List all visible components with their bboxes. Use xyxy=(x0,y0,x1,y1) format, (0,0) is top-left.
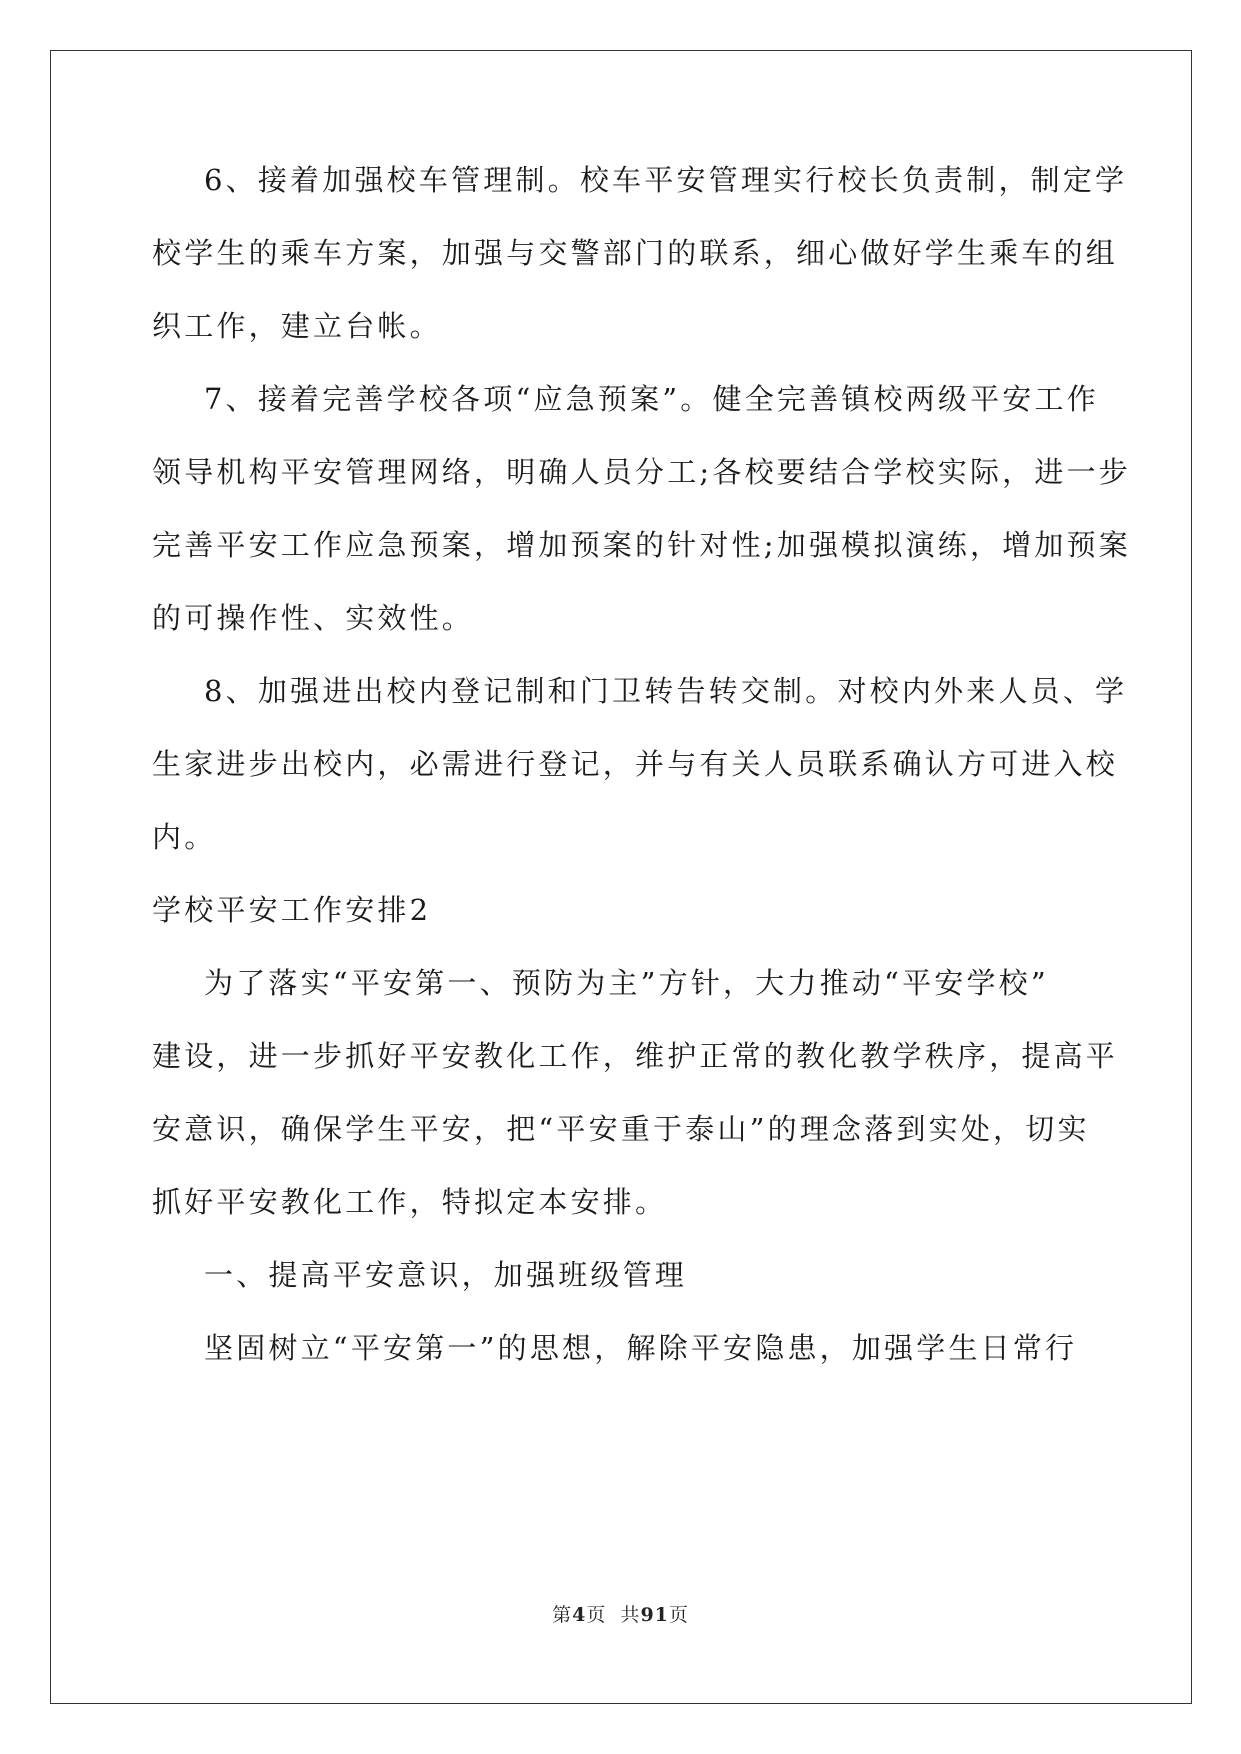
text-line: 生家进步出校内，必需进行登记，并与有关人员联系确认方可进入校 xyxy=(152,747,1119,781)
text-line: 为了落实“平安第一、预防为主”方针，大力推动“平安学校” xyxy=(204,966,1049,1000)
text-line: 建设，进一步抓好平安教化工作，维护正常的教化教学秩序，提高平 xyxy=(152,1039,1119,1073)
text-line: 完善平安工作应急预案，增加预案的针对性;加强模拟演练，增加预案 xyxy=(152,528,1131,562)
total-pages: 91 xyxy=(640,1604,669,1626)
footer-prefix: 第 xyxy=(552,1604,573,1626)
text-line: 校学生的乘车方案，加强与交警部门的联系，细心做好学生乘车的组 xyxy=(152,236,1119,270)
page-footer xyxy=(0,1600,1241,1627)
text-line: 抓好平安教化工作，特拟定本安排。 xyxy=(152,1185,668,1219)
text-line: 织工作，建立台帐。 xyxy=(152,309,442,343)
section-heading: 学校平安工作安排2 xyxy=(152,893,432,927)
text-line: 安意识，确保学生平安，把“平安重于泰山”的理念落到实处，切实 xyxy=(152,1112,1090,1146)
page-number: 4 xyxy=(572,1604,587,1626)
page-border xyxy=(50,50,1192,1704)
subheading: 一、提高平安意识，加强班级管理 xyxy=(204,1258,688,1292)
footer-middle: 页 共 xyxy=(586,1604,641,1626)
text-line: 的可操作性、实效性。 xyxy=(152,601,475,635)
text-line: 6、接着加强校车管理制。校车平安管理实行校长负责制，制定学 xyxy=(204,163,1128,197)
text-line: 8、加强进出校内登记制和门卫转告转交制。对校内外来人员、学 xyxy=(204,674,1128,708)
text-line: 内。 xyxy=(152,820,217,854)
text-line: 坚固树立“平安第一”的思想，解除平安隐患，加强学生日常行 xyxy=(204,1331,1078,1365)
text-line: 7、接着完善学校各项“应急预案”。健全完善镇校两级平安工作 xyxy=(204,382,1099,416)
text-line: 领导机构平安管理网络，明确人员分工;各校要结合学校实际，进一步 xyxy=(152,455,1131,489)
footer-suffix: 页 xyxy=(668,1604,689,1626)
